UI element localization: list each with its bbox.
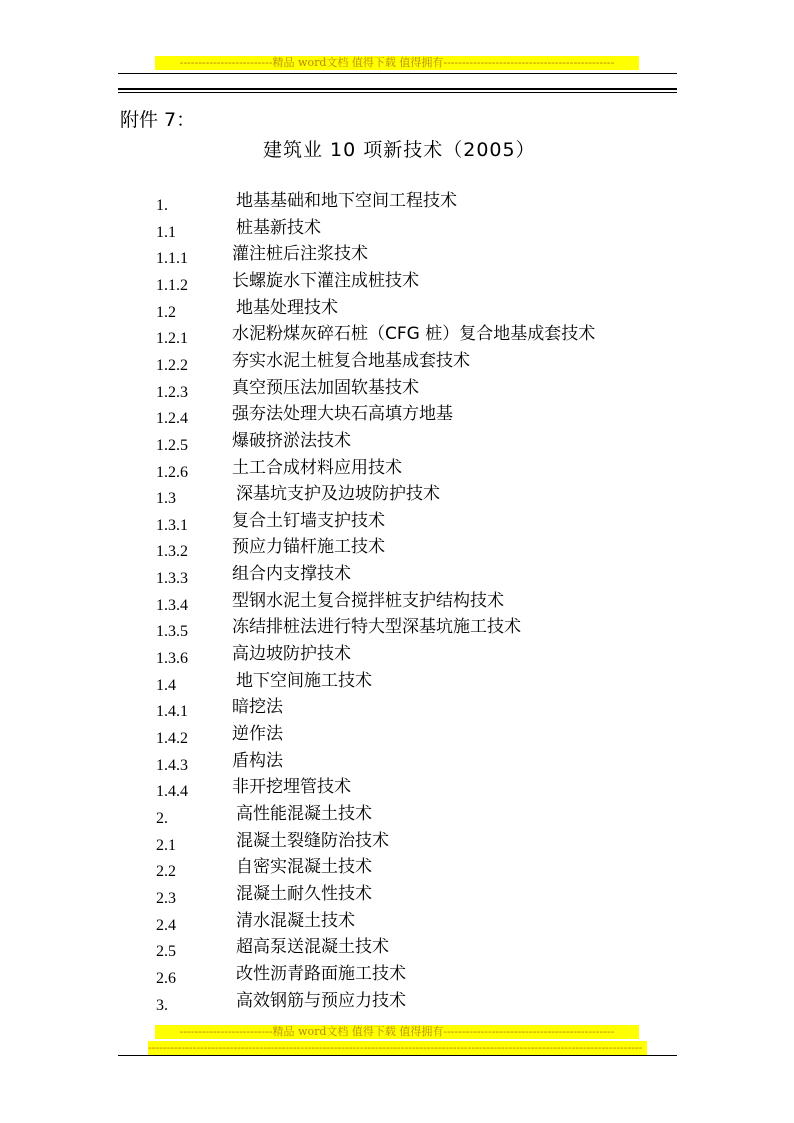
attachment-label: 附件 7： <box>120 109 196 131</box>
toc-number: 1.4.1 <box>156 703 188 720</box>
toc-number: 1.3.6 <box>156 650 188 667</box>
toc-number: 1.4 <box>156 677 176 694</box>
toc-text: 改性沥青路面施工技术 <box>236 964 406 984</box>
toc-number: 1.2.2 <box>156 357 188 374</box>
toc-number: 1.1 <box>156 224 176 241</box>
toc-text: 高效钢筋与预应力技术 <box>236 991 406 1011</box>
toc-number: 1.4.2 <box>156 730 188 747</box>
toc-number: 1.3.5 <box>156 623 188 640</box>
toc-text: 混凝土耐久性技术 <box>236 884 372 904</box>
toc-text: 混凝土裂缝防治技术 <box>236 831 389 851</box>
toc-text: 高性能混凝土技术 <box>236 804 372 824</box>
toc-number: 1.3.2 <box>156 543 188 560</box>
toc-text: 水泥粉煤灰碎石桩（CFG 桩）复合地基成套技术 <box>232 324 596 344</box>
header-banner: -------------------------精品 word文档 值得下载 值得拥有---------------------------------------------- <box>155 56 639 70</box>
toc-text: 型钢水泥土复合搅拌桩支护结构技术 <box>232 591 504 611</box>
toc-text: 超高泵送混凝土技术 <box>236 937 389 957</box>
toc-number: 2.2 <box>156 863 176 880</box>
toc-text: 暗挖法 <box>232 697 283 717</box>
toc-number: 1.3.4 <box>156 597 188 614</box>
toc-text: 灌注桩后注浆技术 <box>232 244 368 264</box>
toc-number: 2.4 <box>156 917 176 934</box>
toc-number: 1.3 <box>156 490 176 507</box>
toc-text: 地下空间施工技术 <box>236 671 372 691</box>
toc-number: 1.2.6 <box>156 464 188 481</box>
toc-number: 1.3.3 <box>156 570 188 587</box>
toc-text: 地基处理技术 <box>236 298 338 318</box>
toc-number: 2.3 <box>156 890 176 907</box>
toc-number: 1. <box>156 197 168 214</box>
toc-text: 爆破挤淤法技术 <box>232 431 351 451</box>
footer-dash-line: ------------------------------------------------------------------------------------------------------------------------------------- <box>148 1041 647 1055</box>
toc-text: 复合土钉墙支护技术 <box>232 511 385 531</box>
toc-text: 组合内支撑技术 <box>232 564 351 584</box>
toc-text: 地基基础和地下空间工程技术 <box>236 191 457 211</box>
header-double-rule-thick <box>118 88 677 90</box>
toc-number: 1.4.3 <box>156 757 188 774</box>
toc-number: 1.1.2 <box>156 277 188 294</box>
toc-number: 1.2 <box>156 304 176 321</box>
toc-text: 强夯法处理大块石高填方地基 <box>232 404 453 424</box>
toc-text: 非开挖埋管技术 <box>232 777 351 797</box>
toc-number: 1.2.5 <box>156 437 188 454</box>
document-title: 建筑业 10 项新技术（2005） <box>263 139 536 161</box>
toc-text: 预应力锚杆施工技术 <box>232 537 385 557</box>
toc-text: 高边坡防护技术 <box>232 644 351 664</box>
toc-number: 1.1.1 <box>156 250 188 267</box>
toc-number: 3. <box>156 997 168 1014</box>
toc-number: 1.4.4 <box>156 783 188 800</box>
toc-number: 2.6 <box>156 970 176 987</box>
toc-number: 2. <box>156 810 168 827</box>
toc-text: 逆作法 <box>232 724 283 744</box>
toc-text: 自密实混凝土技术 <box>236 857 372 877</box>
toc-text: 盾构法 <box>232 751 283 771</box>
toc-number: 1.2.3 <box>156 384 188 401</box>
toc-text: 长螺旋水下灌注成桩技术 <box>232 271 419 291</box>
toc-text: 清水混凝土技术 <box>236 911 355 931</box>
toc-number: 1.2.4 <box>156 410 188 427</box>
toc-number: 1.3.1 <box>156 517 188 534</box>
toc-text: 深基坑支护及边坡防护技术 <box>236 484 440 504</box>
toc-text: 夯实水泥土桩复合地基成套技术 <box>232 351 470 371</box>
header-double-rule-thin <box>118 92 677 93</box>
toc-text: 桩基新技术 <box>236 218 321 238</box>
toc-number: 1.2.1 <box>156 330 188 347</box>
toc-text: 土工合成材料应用技术 <box>232 458 402 478</box>
toc-number: 2.5 <box>156 943 176 960</box>
footer-rule <box>118 1055 677 1056</box>
toc-number: 2.1 <box>156 837 176 854</box>
toc-text: 真空预压法加固软基技术 <box>232 378 419 398</box>
header-rule <box>118 73 677 74</box>
footer-banner: -------------------------精品 word文档 值得下载 值得拥有---------------------------------------------- <box>155 1025 639 1039</box>
toc-text: 冻结排桩法进行特大型深基坑施工技术 <box>232 617 521 637</box>
